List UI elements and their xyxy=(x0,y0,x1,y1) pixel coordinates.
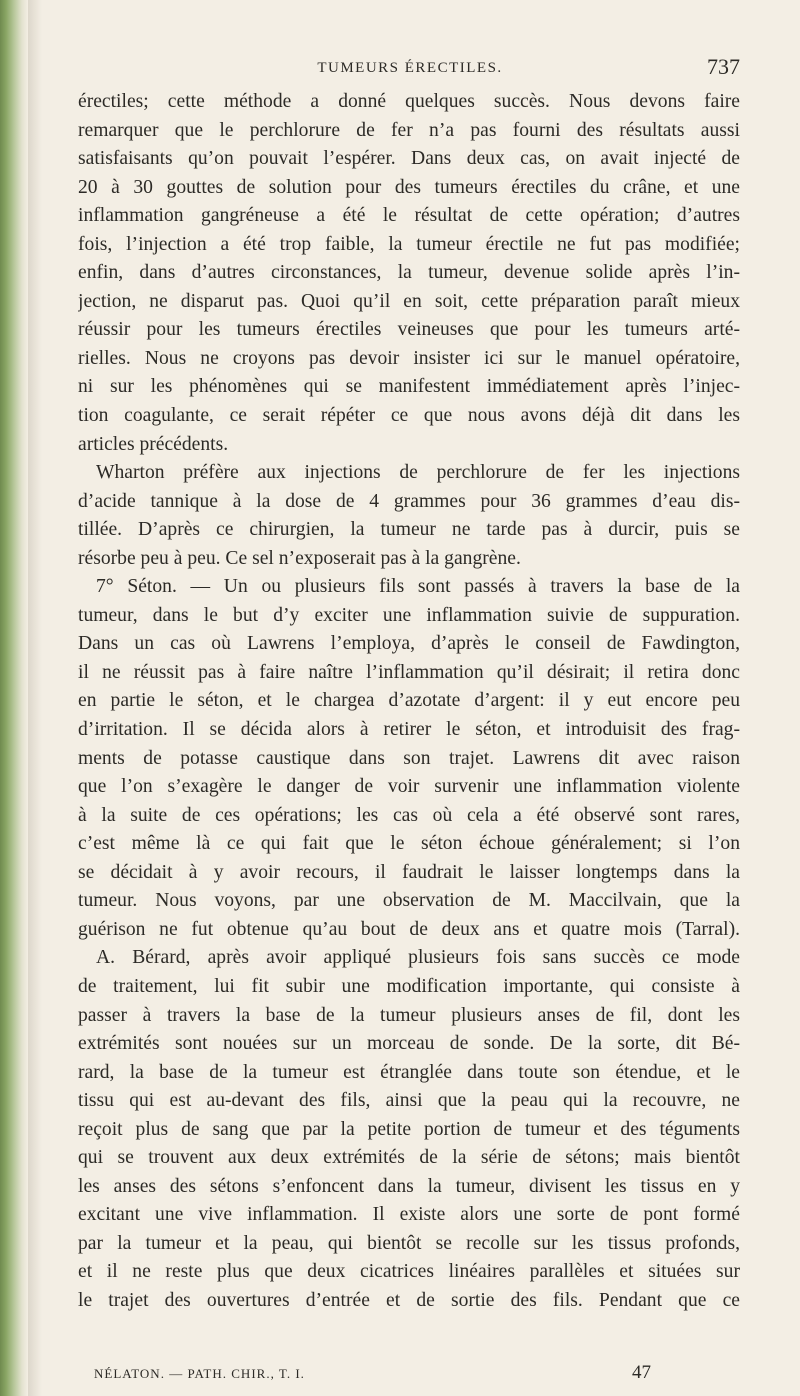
text-line: il ne réussit pas à faire naître l’inflammation qu’il désirait; il retira donc xyxy=(78,661,740,683)
text-line: excitant une vive inflammation. Il existe alors une sorte de pont formé xyxy=(78,1204,740,1226)
text-line: jection, ne disparut pas. Quoi qu’il en soit, cette préparation paraît mieux xyxy=(78,290,740,312)
text-line: tumeur. Nous voyons, par une observation de M. Maccilvain, que la xyxy=(78,890,740,912)
running-head: TUMEURS ÉRECTILES. xyxy=(317,60,503,76)
text-line: extrémités sont nouées sur un morceau de sonde. De la sorte, dit Bé- xyxy=(78,1033,740,1055)
body-text xyxy=(78,88,740,1316)
text-line: le trajet des ouvertures d’entrée et de sortie des fils. Pendant que ce xyxy=(78,1289,740,1311)
text-line: guérison ne fut obtenue qu’au bout de deux ans et quatre mois (Tarral). xyxy=(78,918,740,940)
text-line: les anses des sétons s’enfoncent dans la tumeur, divisent les tissus en y xyxy=(78,1175,740,1197)
text-line: de traitement, lui fit subir une modification importante, qui consiste à xyxy=(78,975,740,997)
text-line: que l’on s’exagère le danger de voir survenir une inflammation violente xyxy=(78,776,740,798)
page-gutter-shadow xyxy=(28,0,42,1396)
text-line: fois, l’injection a été trop faible, la tumeur érectile ne fut pas modifiée; xyxy=(78,233,740,255)
text-line: remarquer que le perchlorure de fer n’a pas fourni des résultats aussi xyxy=(78,119,740,141)
text-line: par la tumeur et la peau, qui bientôt se recolle sur les tissus profonds, xyxy=(78,1232,740,1254)
text-line: 7° Séton. — Un ou plusieurs fils sont passés à travers la base de la xyxy=(96,576,740,598)
text-line: rielles. Nous ne croyons pas devoir insister ici sur le manuel opératoire, xyxy=(78,347,740,369)
text-line: érectiles; cette méthode a donné quelques succès. Nous devons faire xyxy=(78,91,740,112)
text-line: d’acide tannique à la dose de 4 grammes pour 36 grammes d’eau dis- xyxy=(78,490,740,512)
text-line: enfin, dans d’autres circonstances, la tumeur, devenue solide après l’in- xyxy=(78,262,740,284)
text-line: reçoit plus de sang que par la petite portion de tumeur et des téguments xyxy=(78,1118,740,1140)
page-number: 737 xyxy=(707,54,740,79)
footer-signature-number: 47 xyxy=(632,1362,651,1383)
footer-signature: NÉLATON. — PATH. CHIR., T. I. xyxy=(94,1366,305,1381)
text-line: tillée. D’après ce chirurgien, la tumeur ne tarde pas à durcir, puis se xyxy=(78,519,740,541)
text-line: et il ne reste plus que deux cicatrices linéaires parallèles et situées sur xyxy=(78,1261,740,1283)
text-line: A. Bérard, après avoir appliqué plusieurs fois sans succès ce mode xyxy=(96,947,740,969)
text-line: résorbe peu à peu. Ce sel n’exposerait pas à la gangrène. xyxy=(78,547,521,569)
page-header xyxy=(80,50,740,80)
text-line: 20 à 30 gouttes de solution pour des tumeurs érectiles du crâne, et une xyxy=(78,176,740,198)
text-line: tissu qui est au-devant des fils, ainsi que la peau qui la recouvre, ne xyxy=(78,1090,740,1112)
text-line: tion coagulante, ce serait répéter ce que nous avons déjà dit dans les xyxy=(78,405,740,427)
text-line: qui se trouvent aux deux extrémités de la série de sétons; mais bientôt xyxy=(78,1147,740,1169)
text-line: ments de potasse caustique dans son trajet. Lawrens dit avec raison xyxy=(78,747,740,769)
text-line: articles précédents. xyxy=(78,433,229,455)
text-line: Wharton préfère aux injections de perchlorure de fer les injections xyxy=(96,462,740,484)
text-line: ni sur les phénomènes qui se manifestent immédiatement après l’injec- xyxy=(78,376,740,398)
text-line: c’est même là ce qui fait que le séton échoue généralement; si l’on xyxy=(78,833,740,855)
text-line: inflammation gangréneuse a été le résultat de cette opération; d’autres xyxy=(78,205,740,227)
text-line: à la suite de ces opérations; les cas où cela a été observé sont rares, xyxy=(78,804,740,826)
text-line: se décidait à y avoir recours, il faudrait le laisser longtemps dans la xyxy=(78,861,740,883)
text-line: passer à travers la base de la tumeur plusieurs anses de fil, dont les xyxy=(78,1004,740,1026)
text-line: réussir pour les tumeurs érectiles veineuses que pour les tumeurs arté- xyxy=(78,319,740,341)
page-footer xyxy=(80,1362,740,1388)
text-line: d’irritation. Il se décida alors à retirer le séton, et introduisit des frag- xyxy=(78,719,740,741)
text-line: rard, la base de la tumeur est étranglée dans toute son étendue, et le xyxy=(78,1061,740,1083)
text-line: Dans un cas où Lawrens l’employa, d’après le conseil de Fawdington, xyxy=(78,633,740,655)
text-line: en partie le séton, et le chargea d’azotate d’argent: il y eut encore peu xyxy=(78,690,740,712)
text-line: tumeur, dans le but d’y exciter une inflammation suivie de suppuration. xyxy=(78,604,740,626)
text-line: satisfaisants qu’on pouvait l’espérer. Dans deux cas, on avait injecté de xyxy=(78,148,740,170)
page-binding-edge xyxy=(0,0,28,1396)
